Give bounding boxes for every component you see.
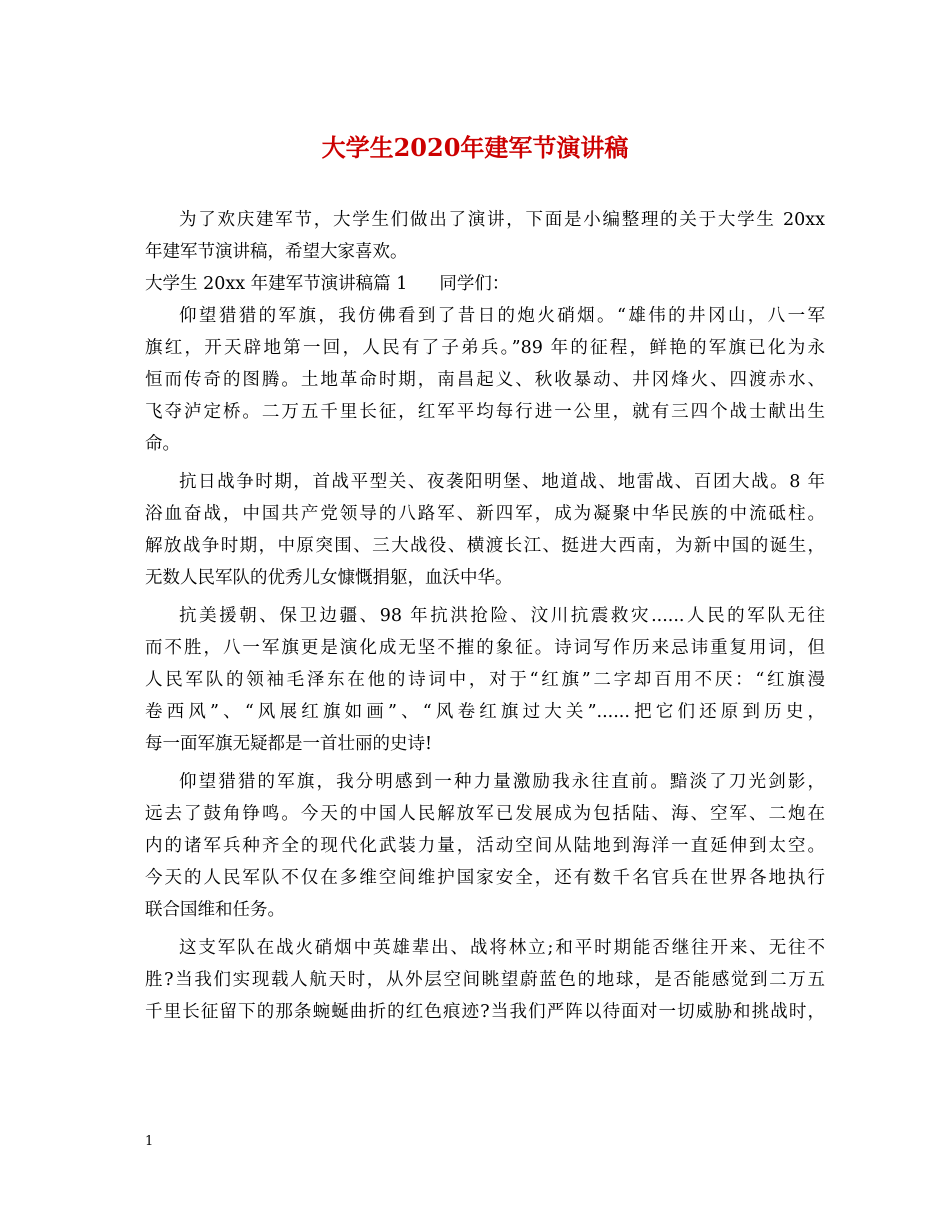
intro-paragraph: [145, 204, 825, 268]
paragraph-line: 远去了鼓角铮鸣。今天的中国人民解放军已发展成为包括陆、海、空军、二炮在: [145, 804, 825, 824]
paragraph-line: 抗日战争时期，首战平型关、夜袭阳明堡、地道战、地雷战、百团大战。8 年: [179, 472, 825, 492]
paragraph-line: 胜?当我们实现载人航天时，从外层空间眺望蔚蓝色的地球，是否能感觉到二万五: [145, 970, 825, 990]
paragraph-line: 人民军队的领袖毛泽东在他的诗词中，对于“红旗”二字却百用不厌：“红旗漫: [145, 670, 825, 690]
paragraph-5: [145, 932, 825, 1028]
paragraph-line: 千里长征留下的那条蜿蜒曲折的红色痕迹?当我们严阵以待面对一切威胁和挑战时，: [145, 1002, 825, 1022]
document-title: 大学生2020年建军节演讲稿: [321, 133, 629, 162]
paragraph-line: 仰望猎猎的军旗，我分明感到一种力量激励我永往直前。黯淡了刀光剑影，: [179, 772, 825, 792]
section-heading: [145, 268, 825, 300]
paragraph-line: 抗美援朝、保卫边疆、98 年抗洪抢险、汶川抗震救灾......人民的军队无往: [179, 606, 825, 626]
paragraph-line: 仰望猎猎的军旗，我仿佛看到了昔日的炮火硝烟。“雄伟的井冈山，八一军: [179, 306, 825, 326]
section-heading-label: 大学生 20xx 年建军节演讲稿篇 1: [145, 274, 408, 294]
paragraph-line: 为了欢庆建军节，大学生们做出了演讲，下面是小编整理的关于大学生 20xx: [179, 210, 825, 230]
paragraph-line: 每一面军旗无疑都是一首壮丽的史诗!: [145, 734, 433, 754]
paragraph-line: 年建军节演讲稿，希望大家喜欢。: [145, 242, 408, 262]
paragraph-line: 恒而传奇的图腾。土地革命时期，南昌起义、秋收暴动、井冈烽火、四渡赤水、: [145, 370, 825, 390]
paragraph-line: 内的诸军兵种齐全的现代化武装力量，活动空间从陆地到海洋一直延伸到太空。: [145, 836, 825, 856]
paragraph-line: 今天的人民军队不仅在多维空间维护国家安全，还有数千名官兵在世界各地执行: [145, 868, 825, 888]
paragraph-line: 浴血奋战，中国共产党领导的八路军、新四军，成为凝聚中华民族的中流砥柱。: [145, 504, 825, 524]
paragraph-line: 联合国维和任务。: [145, 900, 285, 920]
paragraph-line: 解放战争时期，中原突围、三大战役、横渡长江、挺进大西南，为新中国的诞生，: [145, 536, 825, 556]
document-body: [145, 204, 825, 1028]
salutation: 同学们：: [439, 274, 510, 294]
paragraph-line: 飞夺泸定桥。二万五千里长征，红军平均每行进一公里，就有三四个战士献出生: [145, 402, 825, 422]
paragraph-line: 这支军队在战火硝烟中英雄辈出、战将林立;和平时期能否继往开来、无往不: [179, 938, 825, 958]
page-number: 1: [145, 1134, 154, 1149]
paragraph-line: 无数人民军队的优秀儿女慷慨捐躯，血沃中华。: [145, 568, 513, 588]
paragraph-line: 而不胜，八一军旗更是演化成无坚不摧的象征。诗词写作历来忌讳重复用词，但: [145, 638, 825, 658]
paragraph-2: [145, 466, 825, 594]
paragraph-1: [145, 300, 825, 460]
paragraph-4: [145, 766, 825, 926]
paragraph-line: 旗红，开天辟地第一回，人民有了子弟兵。”89 年的征程，鲜艳的军旗已化为永: [145, 338, 825, 358]
paragraph-line: 命。: [145, 434, 180, 454]
paragraph-3: [145, 600, 825, 760]
paragraph-line: 卷西风”、“风展红旗如画”、“风卷红旗过大关”......把它们还原到历史，: [145, 702, 825, 722]
